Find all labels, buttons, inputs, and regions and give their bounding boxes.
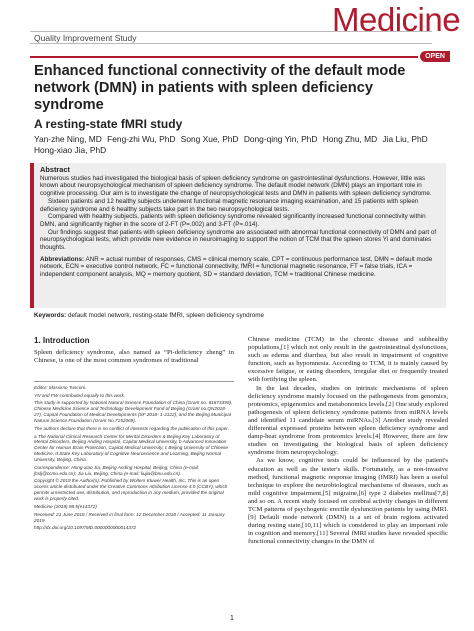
abstract-paragraph: Sixteen patients and 12 healthy subjects underwent functional magnetic resonance imaging examination, and 15 patients with spleen deficiency syndrome and 6 healthy subjects take part in the two neuropsychological tests.: [40, 197, 419, 213]
abbreviations-text: ANR = actual number of responses, CMS = clinical memory scale, CPT = continuous performance test, DMN = default mode network, ECN = executive control network, FC = functional connectivity, fMRI = functional magnetic resonance, FT = false trials, ICA = independent component analysis, MQ = memory quotient, SD = standard deviation, TCM = traditional Chinese medicine.: [40, 255, 433, 279]
section-heading: 1. Introduction: [34, 336, 90, 345]
keywords-text: default model network, resting-state fMRI, spleen deficiency syndrome: [67, 312, 264, 319]
author: Yan-zhe Ning, MD: [34, 134, 102, 144]
header-rule: [30, 56, 418, 58]
author: Jia Liu, PhD: [382, 134, 428, 144]
abstract-paragraph: Compared with healthy subjects, patients with spleen deficiency syndrome revealed significantly increased functional connectivity within DMN, and significantly higher in the score of 2-FT (P=.002) and 3-FT (P=.014).: [40, 213, 426, 228]
abstract-box: [30, 163, 446, 308]
open-access-badge: OPEN: [420, 51, 450, 62]
abstract-paragraph: Our findings suggest that patients with spleen deficiency syndrome are associated with abnormal functional connectivity of DMN and part of neuropsychological tests, which provide new evidence in neuroimaging to support the notion of TCM that the spleen stores Yi and dominates thoughts.: [40, 228, 437, 252]
footnote: The authors declare that there is no conflict of interests regarding the publication of this paper.: [34, 425, 229, 431]
body-text: [248, 336, 448, 546]
footnotes: [34, 381, 234, 533]
page-number: 1: [230, 615, 234, 622]
author: Feng-zhi Wu, PhD: [107, 134, 176, 144]
keywords: [34, 312, 444, 319]
footnote: Medicine (2019) 98:5(e14372): [34, 503, 97, 509]
footnote: This study is supported by National Natural Science Foundation of China (Grant no. 81873399), Chinese Medicine Science and Technology Development Fund of Beijing (Grant no.QN2018-27), Capital Foundation of Medical Developments (SF 2018- 1-2122), and the Beijing Municipal Natural Science Foundation (Grant No.7152069).: [34, 400, 233, 424]
body-paragraph: Chinese medicine (TCM) in the chronic disease and subhealthy populations,[1] which not only result in the gastrointestinal dysfunctions, such as edema and diarrhea, but also result in impairment of cognitive function, such as hypomnesia. According to TCM, it is mainly caused by excessive fatigue, or eating disorders, irregular diet or frequently treated with fortifying the spleen.: [248, 336, 448, 384]
author: Hong Zhu, MD: [322, 134, 378, 144]
left-column: [34, 336, 234, 365]
footnote: a The National Clinical Research Center for Mental Disorders & Beijing Key Laboratory of Mental Disorders, Beijing Anding Hospital, Capital Medical University, b Advanced Innovation Center for Human Brain Protection, Capital Medical University, c Beijing University of Chinese Medicine, d State Key Laboratory of Cognitive Neuroscience and Learning, Beijing Normal University, Beijing, China.: [34, 433, 229, 463]
right-column: [248, 336, 448, 546]
body-paragraph: As we know, cognitive tests could be influenced by the patient's education as well as the tester's skills. Fortunately, as a non-invasive method, functional magnetic response imaging (fMRI) has been a useful technique to explore the neurobiological mechanisms of diseases, such as mild cognitive impairment,[5] migraine,[6] type 2 diabetes mellitus[7,8] and so on. A recent study focused on cerebral activity changes in different TCM patterns of psychogenic erectile dysfunction patients by using fMRI.[9] Default mode network (DMN) is a set of brain regions activated during resting state,[10,11] which is considered to play an important role in cognition and memory.[11] Several fMRI studies have revealed specific functional connectivity changes in the DMN of: [248, 457, 448, 546]
article-title: Enhanced functional connectivity of the default mode network (DMN) in patients with spleen deficiency syndrome: [34, 63, 406, 113]
author: Hong-xiao Jia, PhD: [34, 145, 107, 155]
section-label: Quality Improvement Study: [34, 33, 137, 43]
footnote: Editor: Massimo Tusconi.: [34, 385, 87, 390]
footnote: Copyright © 2019 the Author(s). Published by Wolters Kluwer Health, Inc. This is an open access article distributed under the Creative Commons Attribution License 4.0 (CCBY), which permits unrestricted use, distribution, and reproduction in any medium, provided the original work is properly cited.: [34, 478, 228, 502]
journal-logo: Medicine: [332, 1, 461, 38]
footnote: YN and FW contributed equally to this work.: [34, 392, 126, 398]
author: Song Xue, PhD: [180, 134, 239, 144]
body-paragraph: In the last decades, studies on intrinsic mechanisms of spleen deficiency syndrome mainly focused on the pathogenesis from genomics, proteomics, epigenomics and metabonomics levels.[2] One study explored pathogenesis of spleen deficiency syndrome patients from miRNA levels and identified 11 candidate serum miRNAs.[3] Another study revealed differential expressed proteins between spleen deficiency syndrome and damp-heat syndrome from proteomics levels.[4] However, there are few studies on investigating the biological basis of spleen deficiency syndrome from neuropsychology.: [248, 384, 448, 457]
footnote: http://dx.doi.org/10.1097/MD.0000000000014372: [34, 525, 137, 531]
author: Dong-qing Yin, PhD: [243, 134, 318, 144]
abstract-paragraph: Numerous studies had investigated the biological basis of spleen deficiency syndrome on gastrointestinal dysfunctions. However, little was known about neuropsychological mechanism of spleen deficiency syndrome. The default model network (DMN) plays an important role in cognitive processing. Our aim is to investigate the change of neuropsychological tests and DMN in patients with spleen deficiency syndrome.: [40, 174, 432, 198]
footnote: Correspondence: Hong-xiao Jia, Beijing Anding Hospital, Beijing, China (e-mail: jhxlj@ccmu.edu.cn); Jia Liu, Beijing, China (e-mail: liujia@bnu.edu.cn).: [34, 464, 200, 476]
abbreviations: [40, 256, 440, 279]
abbreviations-label: Abbreviations:: [40, 255, 85, 263]
keywords-label: Keywords:: [34, 312, 67, 319]
body-paragraph: Spleen deficiency syndrome, also named as “Pi-deficiency zheng” in Chinese, is one of the most common syndromes of traditional: [34, 349, 234, 365]
abstract-heading: Abstract: [40, 165, 70, 174]
article-subtitle: A resting-state fMRI study: [34, 117, 183, 131]
footnote: Received: 21 June 2018 / Received in final form: 12 December 2018 / Accepted: 11 January 2019: [34, 511, 225, 523]
author-list: [34, 134, 444, 156]
body-text: [34, 349, 234, 365]
